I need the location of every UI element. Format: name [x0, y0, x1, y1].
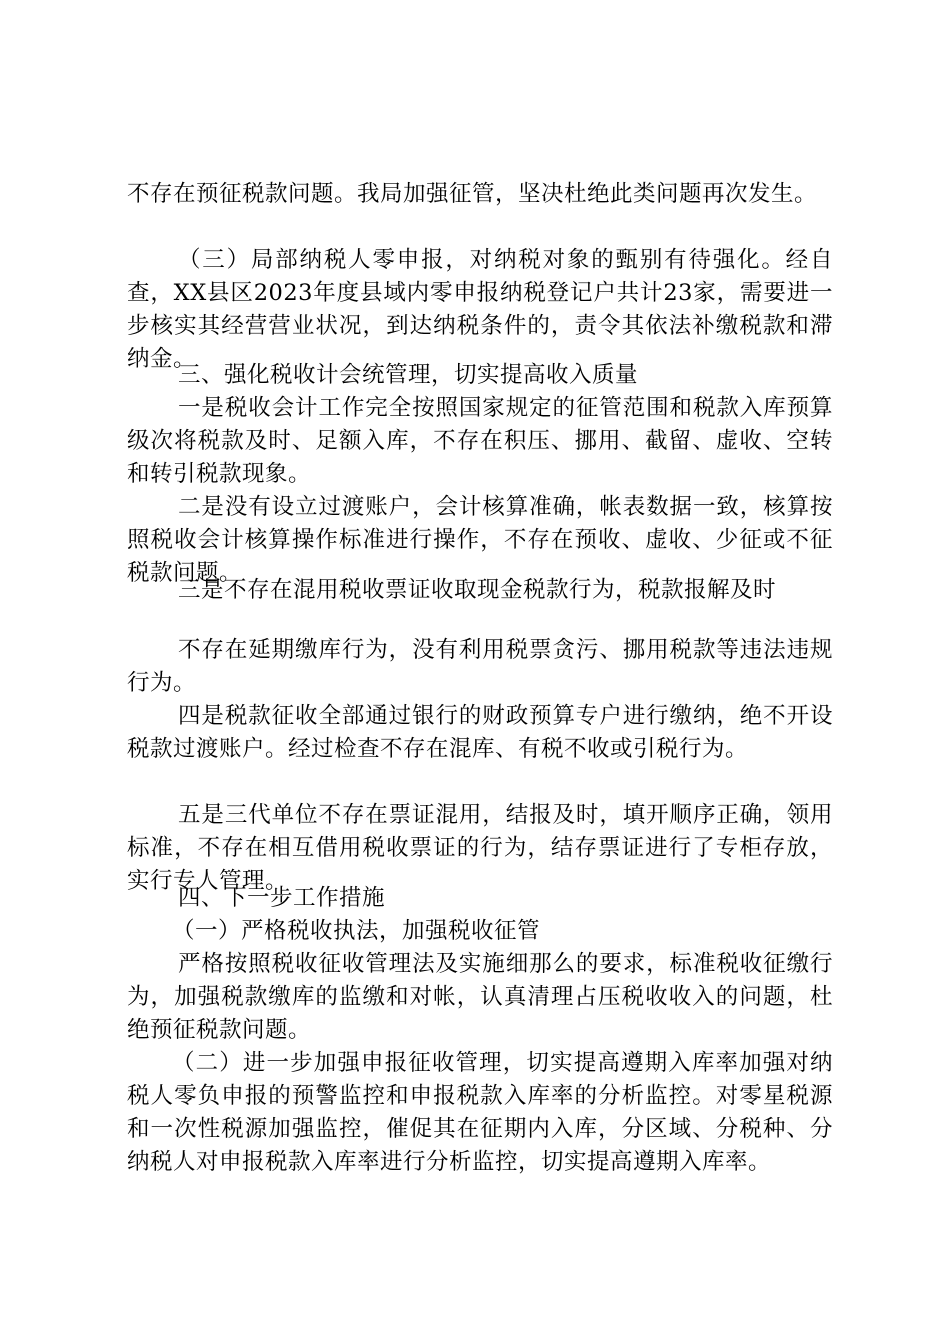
paragraph-point-3: 三是不存在混用税收票证收取现金税款行为，税款报解及时 [178, 577, 777, 603]
paragraph-measure-2: （二）进一步加强申报征收管理，切实提高遵期入库率加强对纳税人零负申报的预警监控和申报税款入库率的分析监控。对零星税源和一次性税源加强监控，催促其在征期内入库，分区域、分税种、分纳税人对申报税款入库率进行分析监控，切实提高遵期入库率。 [127, 1050, 833, 1175]
paragraph-point-5: 五是三代单位不存在票证混用，结报及时，填开顺序正确，领用标准，不存在相互借用税收票证的行为，结存票证进行了专柜存放，实行专人管理。 [127, 802, 833, 894]
paragraph-point-2: 二是没有设立过渡账户，会计核算准确，帐表数据一致，核算按照税收会计核算操作标准进行操作，不存在预收、虚收、少征或不征税款问题。 [127, 494, 833, 586]
paragraph-zero-filing: （三）局部纳税人零申报，对纳税对象的甄别有待强化。经自查，XX县区2023年度县域内零申报纳税登记户共计23家，需要进一步核实其经营营业状况，到达纳税条件的，责令其依法补缴税款和滞纳金。 [127, 247, 833, 372]
paragraph-point-1: 一是税收会计工作完全按照国家规定的征管范围和税款入库预算级次将税款及时、足额入库，不存在积压、挪用、截留、虚收、空转和转引税款现象。 [127, 395, 833, 487]
paragraph-point-3-continued: 不存在延期缴库行为，没有利用税票贪污、挪用税款等违法违规行为。 [127, 637, 833, 696]
paragraph-continuation: 不存在预征税款问题。我局加强征管，坚决杜绝此类问题再次发生。 [127, 181, 818, 207]
subheading-1: （一）严格税收执法，加强税收征管 [172, 918, 541, 944]
section-heading-3: 三、强化税收计会统管理，切实提高收入质量 [178, 362, 639, 388]
paragraph-point-4: 四是税款征收全部通过银行的财政预算专户进行缴纳，绝不开设税款过渡账户。经过检查不存在混库、有税不收或引税行为。 [127, 703, 833, 762]
paragraph-measure-1: 严格按照税收征收管理法及实施细那么的要求，标准税收征缴行为，加强税款缴库的监缴和对帐，认真清理占压税收收入的问题，杜绝预征税款问题。 [127, 951, 833, 1043]
section-heading-4: 四、下一步工作措施 [178, 885, 386, 911]
